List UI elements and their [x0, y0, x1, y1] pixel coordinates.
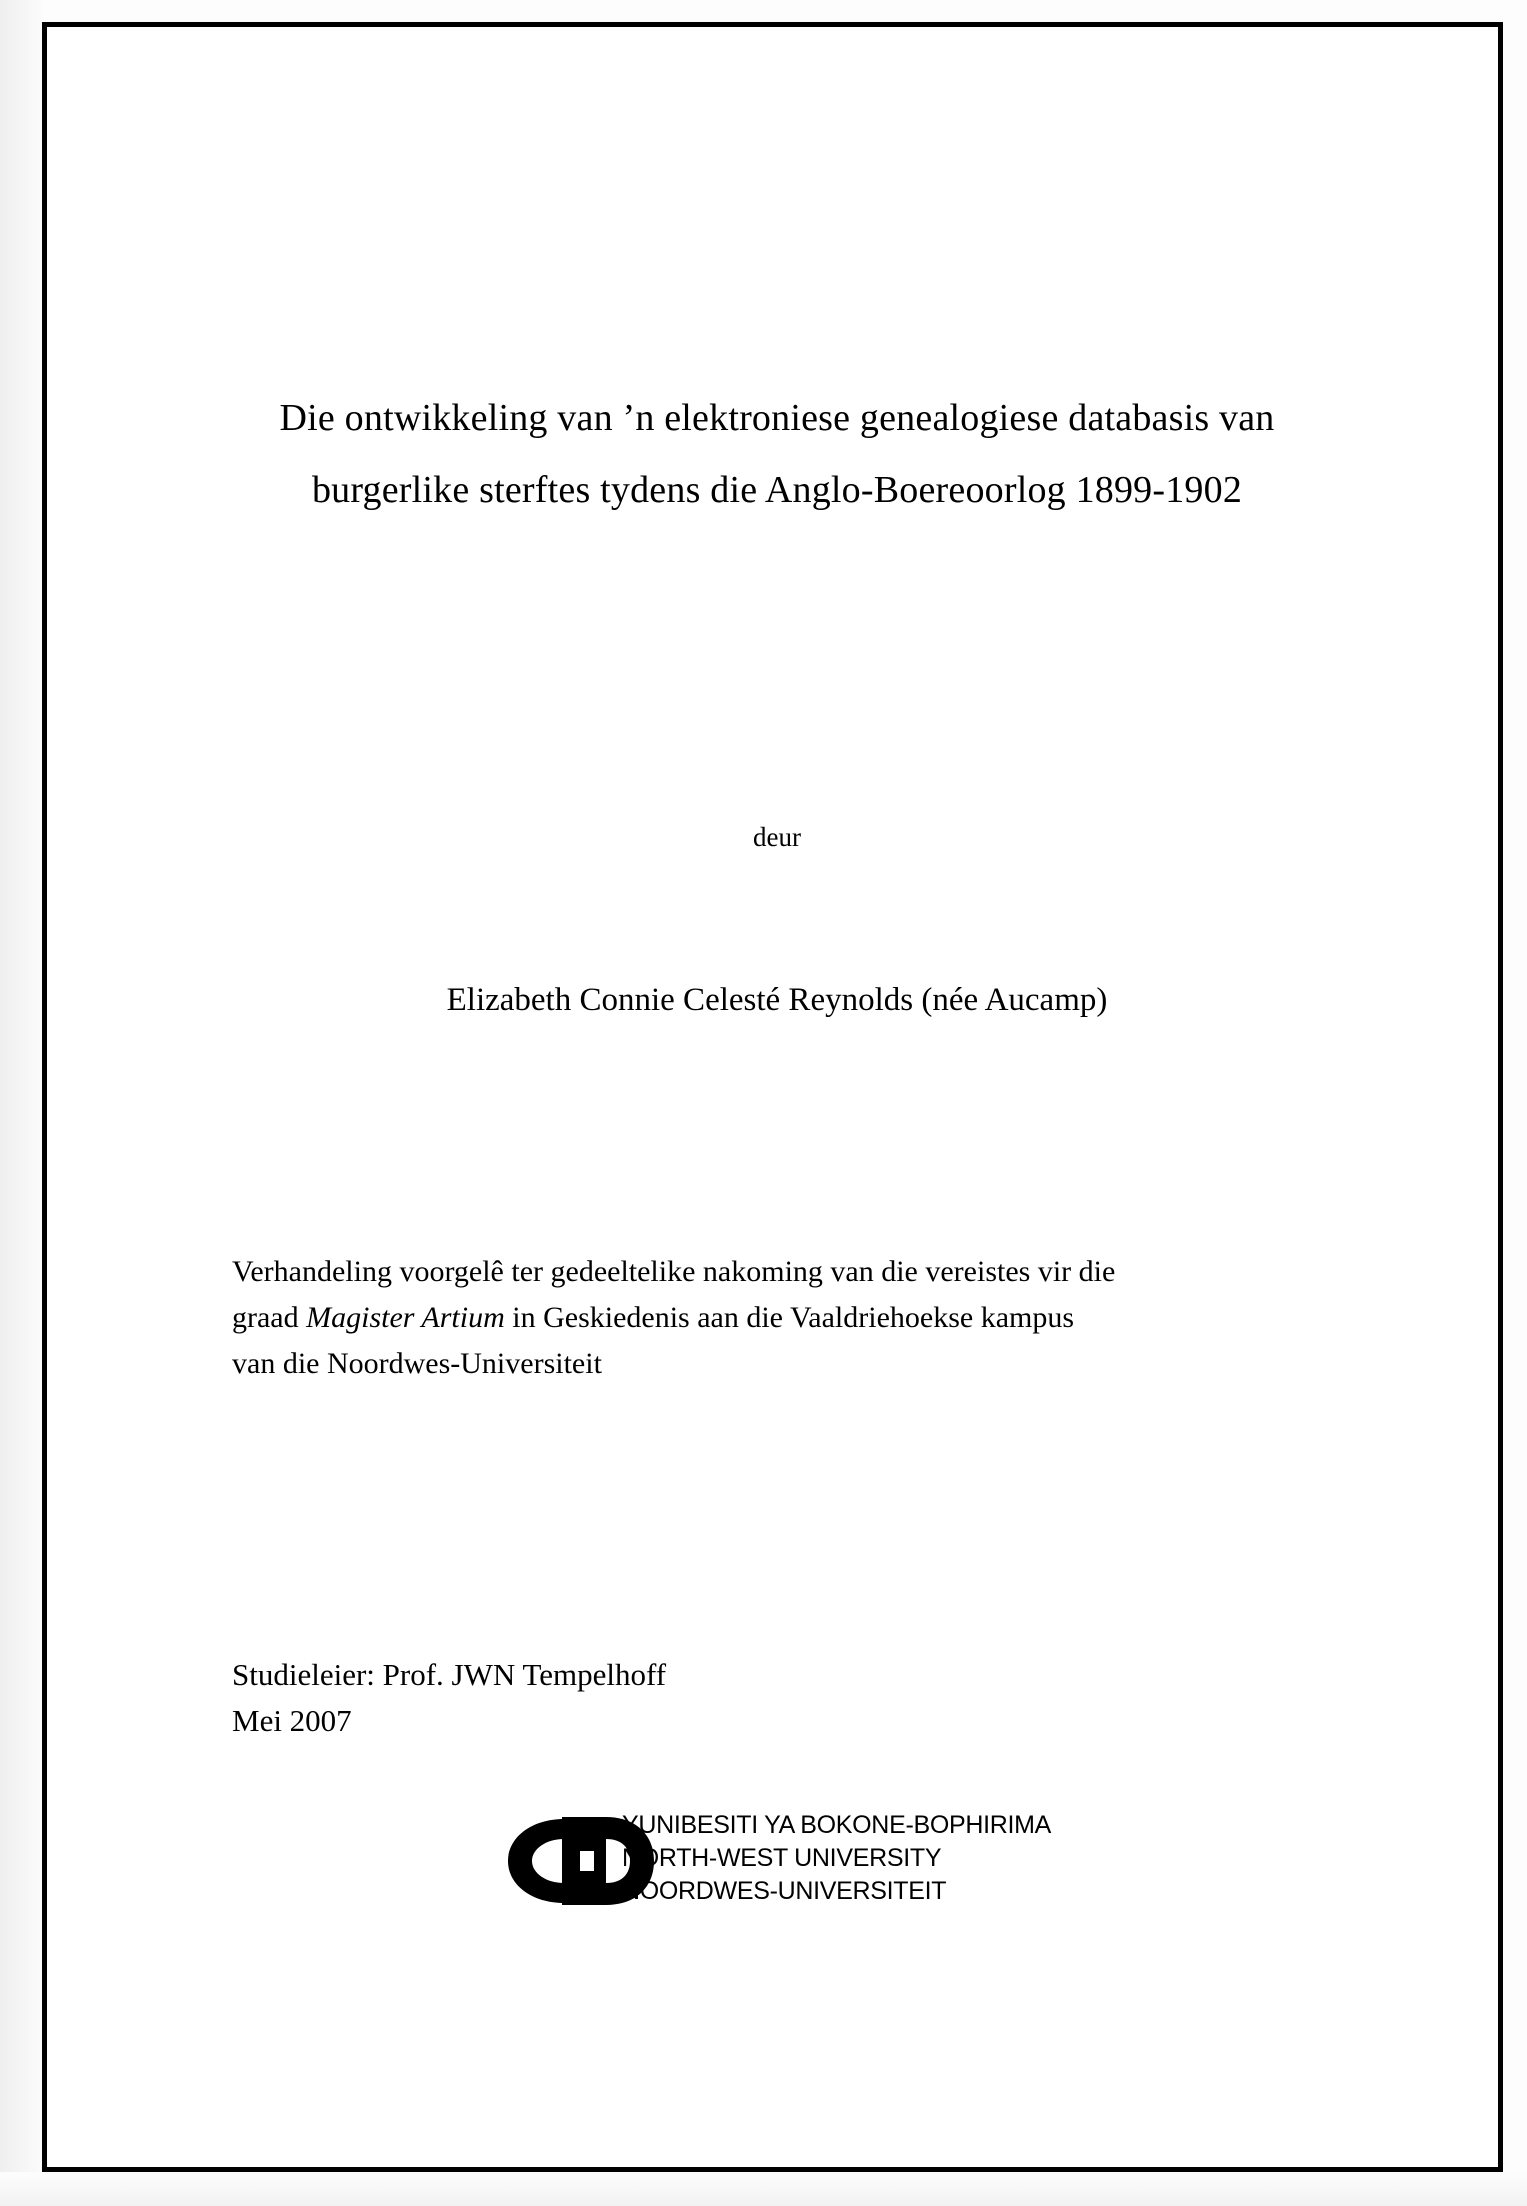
page-border-frame [42, 22, 1503, 2172]
title-page-content [47, 27, 1498, 2167]
degree-statement-line-2 [232, 1295, 1387, 1341]
logo-text-line-3: NOORDWES-UNIVERSITEIT [622, 1877, 947, 1905]
degree-statement-line-2-suffix: in Geskiedenis aan die Vaaldriehoekse kampus [504, 1301, 1075, 1334]
page-title [177, 382, 1377, 526]
supervisor-line: Studieleier: Prof. JWN Tempelhoff [232, 1657, 667, 1692]
scan-edge-shading-left [0, 0, 42, 2206]
logo-text-line-1: YUNIBESITI YA BOKONE-BOPHIRIMA [622, 1811, 1052, 1839]
degree-statement-line-2-prefix: graad [232, 1301, 307, 1334]
date-line: Mei 2007 [232, 1703, 352, 1738]
logo-text-line-2: NORTH-WEST UNIVERSITY [622, 1844, 942, 1872]
title-line-2: burgerlike sterftes tydens die Anglo-Boereoorlog 1899-1902 [311, 469, 1243, 511]
degree-statement [232, 1249, 1387, 1387]
title-line-1: Die ontwikkeling van ’n elektroniese genealogiese databasis van [279, 397, 1275, 439]
supervisor-block [232, 1652, 666, 1744]
author-name: Elizabeth Connie Celesté Reynolds (née Aucamp) [446, 982, 1108, 1018]
degree-statement-line-1: Verhandeling voorgelê ter gedeeltelike nakoming van die vereistes vir die [232, 1255, 1116, 1288]
byline-label: deur [753, 822, 801, 852]
degree-statement-line-3: van die Noordwes-Universiteit [232, 1347, 602, 1380]
degree-name-italic: Magister Artium [306, 1301, 505, 1334]
university-logo-text [622, 1809, 1051, 1908]
university-logo [502, 1807, 1122, 1917]
scan-edge-shading-bottom [0, 2172, 1527, 2206]
